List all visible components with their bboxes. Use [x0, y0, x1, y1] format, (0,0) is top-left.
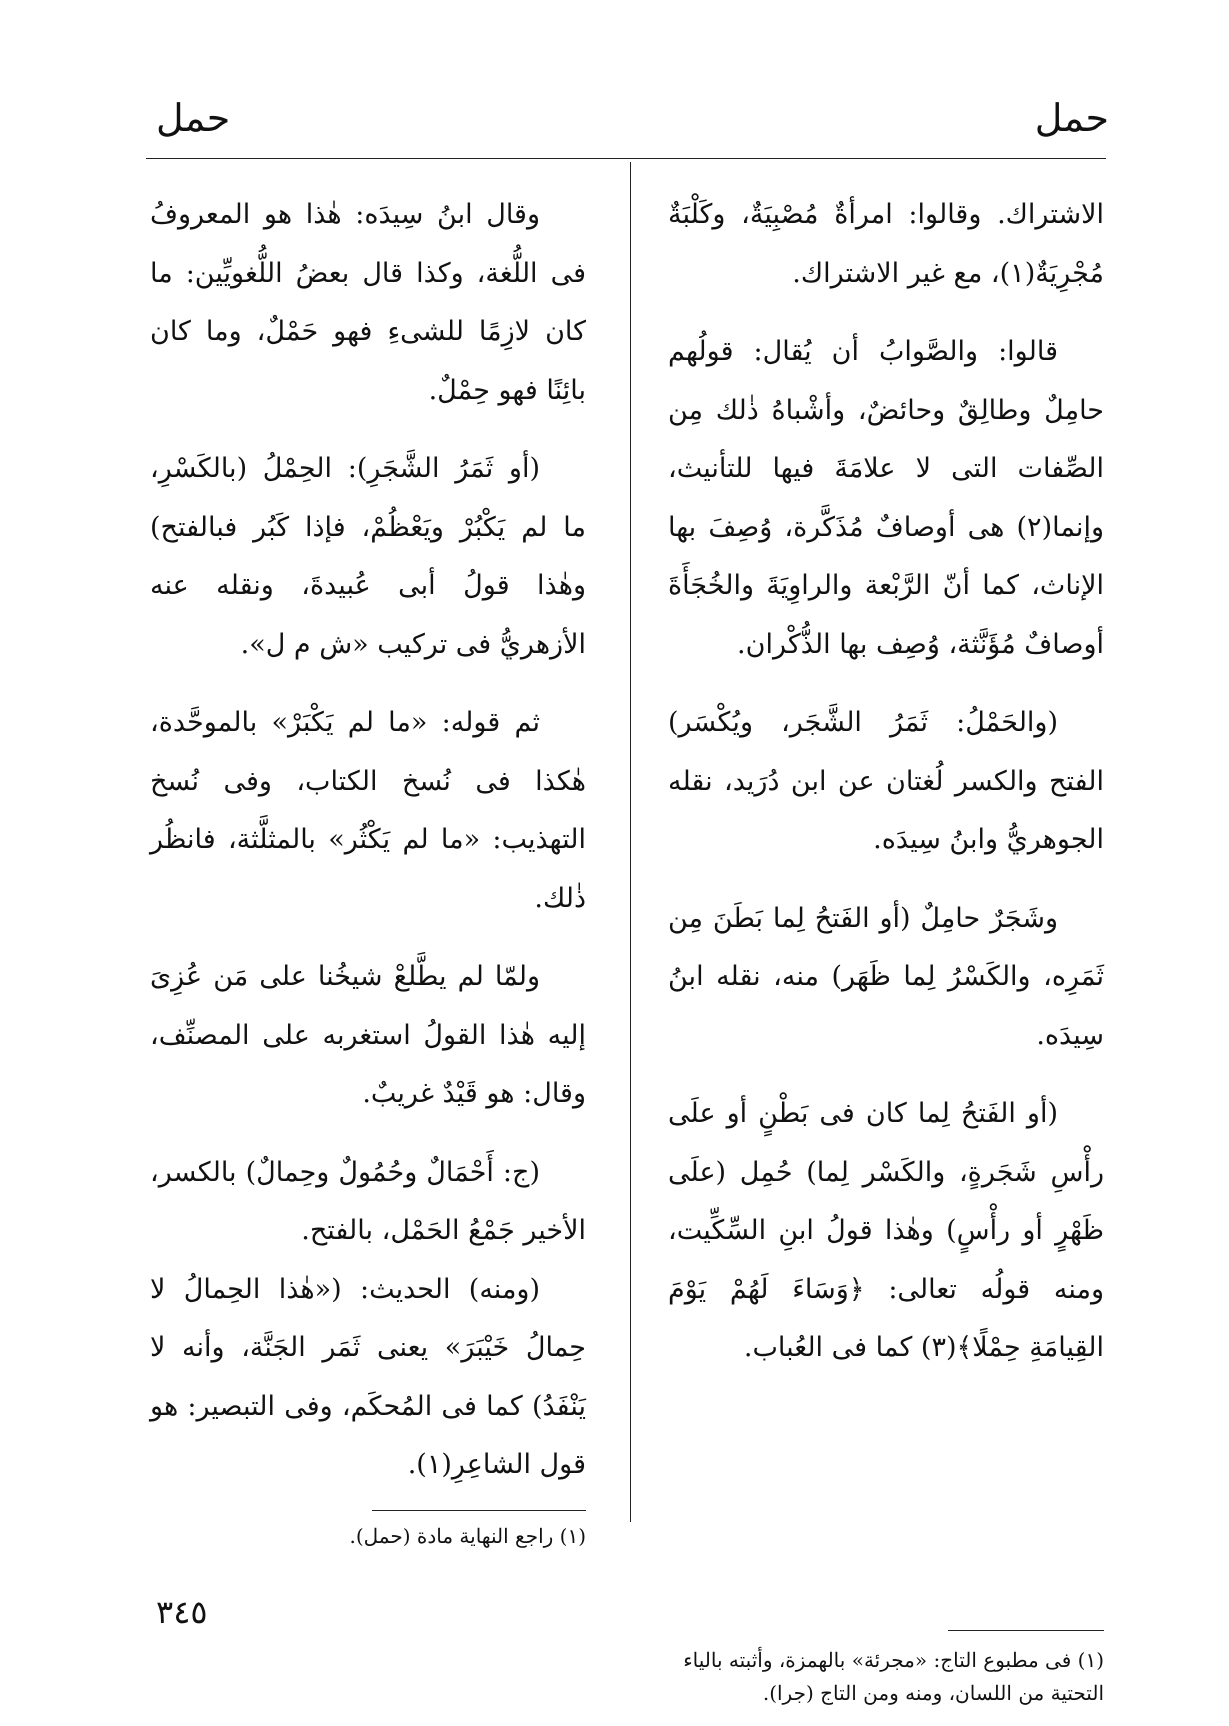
- header-word-right: حمل: [1034, 96, 1109, 140]
- footnotes-right: [668, 1644, 1104, 1710]
- paragraph: (أو الفَتحُ لِما كان فى بَطْنٍ أو علَى رأْسِ شَجَرةٍ، والكَسْر لِما) حُمِل (علَى ظَهْرٍ أو رأْسٍ) وهٰذا قولُ ابنِ السِّكِّيت، ومنه قولُه تعالى: ﴿وَسَاءَ لَهُمْ يَوْمَ القِيامَةِ حِمْلًا﴾(٣) كما فى العُباب.: [668, 1098, 1104, 1363]
- left-column: [150, 186, 586, 1495]
- paragraph: وقال ابنُ سِيدَه: هٰذا هو المعروفُ فى اللُّغة، وكذا قال بعضُ اللُّغويِّين: ما كان لازِمًا للشىءِ فهو حَمْلٌ، وما كان بائِنًا فهو حِمْلٌ.: [150, 199, 586, 406]
- footnote-rule-right: [948, 1630, 1104, 1631]
- header-word-left: حمل: [156, 96, 231, 140]
- paragraph: قالوا: والصَّوابُ أن يُقال: قولُهم حامِلٌ وطالِقٌ وحائضٌ، وأشْباهُ ذٰلك مِن الصِّفات التى لا علامَةَ فيها للتأنيث، وإنما(٢) هى أوصافٌ مُذَكَّرة، وُصِفَ بها الإناث، كما أنّ الرَّبْعة والراوِيَةَ والخُجَأَةَ أوصافٌ مُؤَنَّثة، وُصِف بها الذُّكْران.: [668, 336, 1104, 660]
- footnotes-left: [150, 1520, 586, 1553]
- paragraph: ثم قوله: «ما لم يَكْبَرْ» بالموحَّدة، هٰكذا فى نُسخ الكتاب، وفى نُسخ التهذيب: «ما لم يَكْثُر» بالمثلَّثة، فانظُر ذٰلك.: [150, 707, 586, 914]
- right-column: [668, 186, 1104, 1378]
- header-rule: [146, 158, 1106, 159]
- page-number: ٣٤٥: [156, 1593, 208, 1631]
- footnote-rule-left: [372, 1510, 586, 1511]
- footnote: (١) فى مطبوع التاج: «مجرئة» بالهمزة، وأثبته بالياء التحتية من اللسان، ومنه ومن التاج (جرا).: [683, 1648, 1104, 1705]
- paragraph: (ومنه) الحديث: («هٰذا الحِمالُ لا حِمالُ خَيْبَرَ» يعنى ثَمَر الجَنَّة، وأنه لا يَنْفَدُ) كما فى المُحكَم، وفى التبصير: هو قول الشاعِرِ(١).: [150, 1273, 586, 1480]
- footnote: (١) راجع النهاية مادة (حمل).: [349, 1524, 586, 1548]
- paragraph: الاشتراك. وقالوا: امرأةٌ مُصْبِيَةٌ، وكَلْبَةٌ مُجْرِيَةٌ(١)، مع غير الاشتراك.: [668, 199, 1104, 289]
- paragraph: ولمّا لم يطَّلعْ شيخُنا على مَن عُزِىَ إليه هٰذا القولُ استغربه على المصنِّف، وقال: هو قَيْدٌ غريبٌ.: [150, 961, 586, 1109]
- paragraph: (أو ثَمَرُ الشَّجَرِ): الحِمْلُ (بالكَسْرِ، ما لم يَكْبُرْ ويَعْظُمْ، فإذا كَبُر فبالفتح) وهٰذا قولُ أبى عُبيدةَ، ونقله عنه الأزهريُّ فى تركيب «ش م ل».: [150, 453, 586, 660]
- column-divider: [630, 162, 631, 1522]
- paragraph: (والحَمْلُ: ثَمَرُ الشَّجَر، ويُكْسَر) الفتح والكسر لُغتان عن ابن دُرَيد، نقله الجوهريُّ وابنُ سِيدَه.: [668, 707, 1104, 855]
- paragraph: وشَجَرٌ حامِلٌ (أو الفَتحُ لِما بَطَنَ مِن ثَمَرِه، والكَسْرُ لِما ظَهَر) منه، نقله ابنُ سِيدَه.: [668, 902, 1104, 1051]
- paragraph: (ج: أَحْمَالٌ وحُمُولٌ وحِمالٌ) بالكسر، الأخير جَمْعُ الحَمْل، بالفتح.: [150, 1156, 586, 1246]
